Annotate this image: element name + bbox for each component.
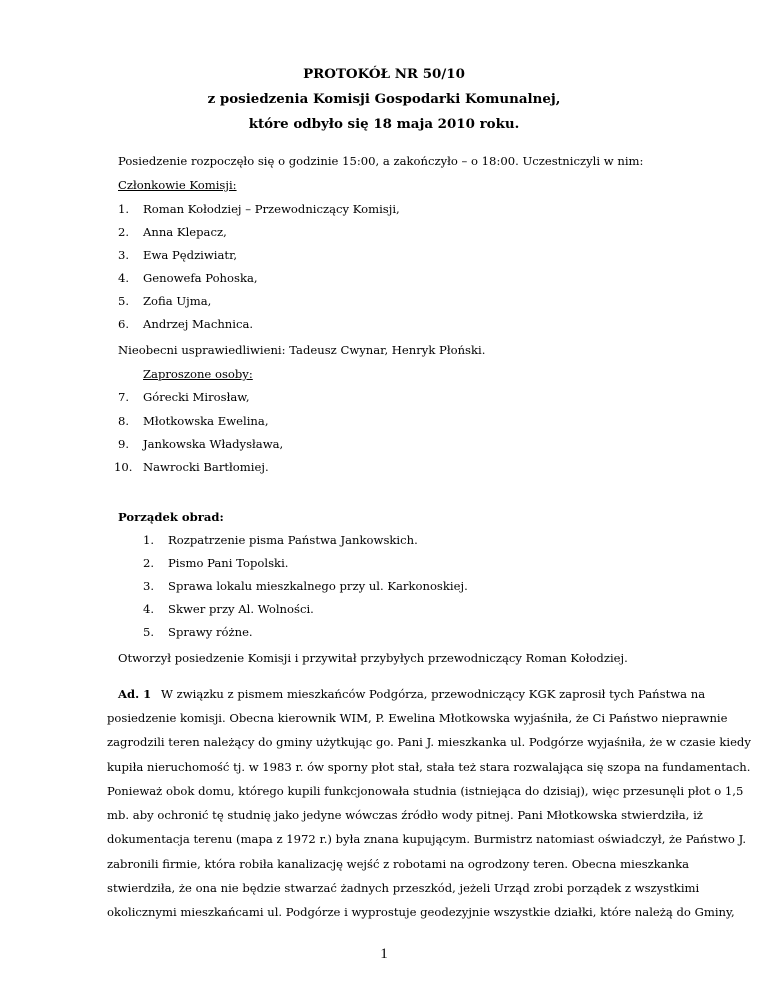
list-item-text: Genowefa Pohoska,: [143, 271, 258, 285]
list-item-text: Rozpatrzenie pisma Państwa Jankowskich.: [168, 533, 418, 547]
list-item-text: Nawrocki Bartłomiej.: [143, 460, 269, 474]
members-heading: Członkowie Komisji:: [118, 178, 237, 192]
paragraph-line: zagrodzili teren należący do gminy użytkując go. Pani J. mieszkanka ul. Podgórze wyjaśniła, że w czasie kiedy: [107, 735, 751, 749]
paragraph-line: W związku z pismem mieszkańców Podgórza, przewodniczący KGK zaprosił tych Państwa na: [161, 687, 706, 701]
paragraph-line: stwierdziła, że ona nie będzie stwarzać żadnych przeszkód, jeżeli Urząd zrobi porządek z wszystkimi: [107, 881, 700, 895]
list-item-text: Anna Klepacz,: [143, 225, 227, 239]
list-item-number: 5.: [143, 625, 155, 639]
list-item-number: 8.: [118, 414, 130, 428]
list-item-text: Skwer przy Al. Wolności.: [168, 602, 314, 616]
document-date-line: które odbyło się 18 maja 2010 roku.: [248, 116, 520, 132]
list-item-number: 3.: [143, 579, 155, 593]
list-item-text: Roman Kołodziej – Przewodniczący Komisji,: [143, 202, 400, 216]
list-item-number: 10.: [114, 460, 133, 474]
list-item-number: 2.: [143, 556, 155, 570]
paragraph-line: mb. aby ochronić tę studnię jako jedyne wówczas źródło wody pitnej. Pani Młotkowska stwierdziła, iż: [107, 808, 703, 822]
page-number: 1: [380, 946, 388, 962]
list-item-text: Jankowska Władysława,: [143, 437, 284, 451]
list-item-number: 6.: [118, 317, 130, 331]
list-item-number: 2.: [118, 225, 130, 239]
list-item-number: 9.: [118, 437, 130, 451]
list-item-number: 4.: [143, 602, 155, 616]
list-item-text: Andrzej Machnica.: [143, 317, 254, 331]
opening-text: Otworzył posiedzenie Komisji i przywitał przybyłych przewodniczący Roman Kołodziej.: [118, 651, 628, 665]
list-item-number: 1.: [118, 202, 130, 216]
paragraph-line: dokumentacja terenu (mapa z 1972 r.) była znana kupującym. Burmistrz natomiast oświadczył, że Państwo J.: [107, 832, 747, 846]
list-item-text: Ewa Pędziwiatr,: [143, 248, 238, 262]
document-subtitle: z posiedzenia Komisji Gospodarki Komunalnej,: [207, 91, 561, 107]
list-item-text: Młotkowska Ewelina,: [143, 414, 269, 428]
paragraph-line: kupiła nieruchomość tj. w 1983 r. ów sporny płot stał, stała też stara rozwalająca się szopa na fundamentach.: [107, 760, 751, 774]
list-item-text: Pismo Pani Topolski.: [168, 556, 289, 570]
guests-heading: Zaproszone osoby:: [143, 367, 253, 381]
list-item-text: Sprawy różne.: [168, 625, 253, 639]
ad1-label: Ad. 1: [118, 687, 152, 701]
paragraph-line: Ponieważ obok domu, którego kupili funkcjonowała studnia (istniejąca do dzisiaj), więc przesunęli płot o 1,5: [107, 784, 744, 798]
list-item-number: 3.: [118, 248, 130, 262]
list-item-text: Górecki Mirosław,: [143, 390, 250, 404]
paragraph-line: zabronili firmie, która robiła kanalizację wejść z robotami na ogrodzony teren. Obecna mieszkanka: [107, 857, 690, 871]
document-title: PROTOKÓŁ NR 50/10: [303, 66, 465, 82]
agenda-heading: Porządek obrad:: [118, 510, 224, 524]
absent-text: Nieobecni usprawiedliwieni: Tadeusz Cwynar, Henryk Płoński.: [118, 343, 486, 357]
list-item-number: 4.: [118, 271, 130, 285]
list-item-number: 1.: [143, 533, 155, 547]
list-item-number: 5.: [118, 294, 130, 308]
intro-text: Posiedzenie rozpoczęło się o godzinie 15:00, a zakończyło – o 18:00. Uczestniczyli w nim:: [118, 154, 644, 168]
list-item-number: 7.: [118, 390, 130, 404]
list-item-text: Sprawa lokalu mieszkalnego przy ul. Karkonoskiej.: [168, 579, 468, 593]
paragraph-line: okolicznymi mieszkańcami ul. Podgórze i wyprostuje geodezyjnie wszystkie działki, które należą do Gminy,: [107, 905, 735, 919]
paragraph-line: posiedzenie komisji. Obecna kierownik WIM, P. Ewelina Młotkowska wyjaśniła, że Ci Państwo nieprawnie: [107, 711, 728, 725]
list-item-text: Zofia Ujma,: [143, 294, 212, 308]
